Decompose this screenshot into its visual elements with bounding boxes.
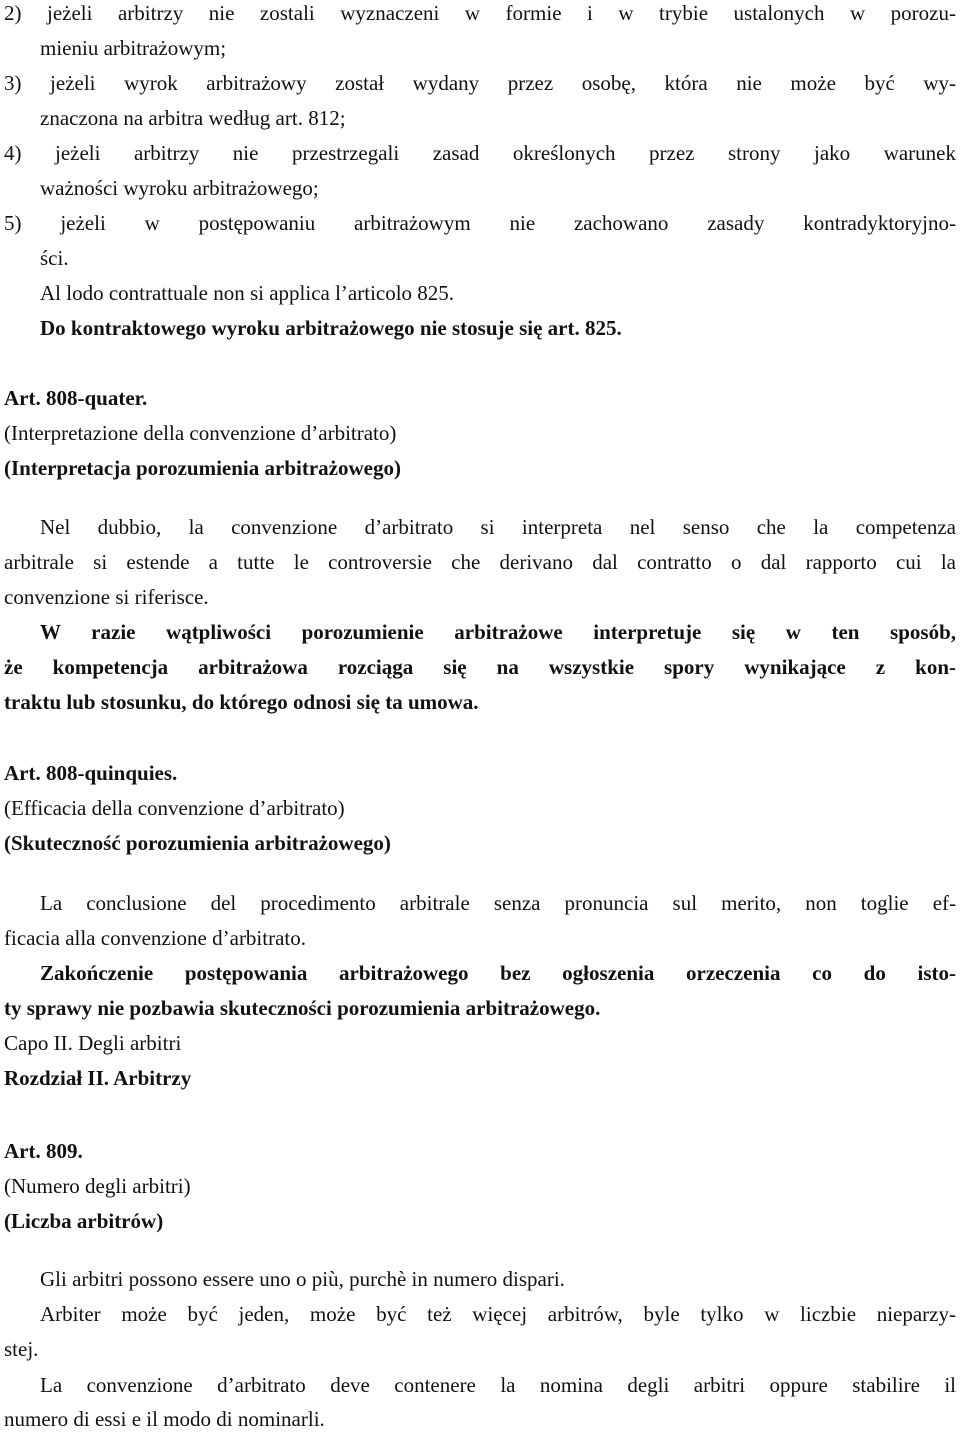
art808ter-tail-pl: Do kontraktowego wyroku arbitrażowego nie stosuje się art. 825. [40, 316, 622, 340]
list-item-4-line-1: 4) jeżeli arbitrzy nie przestrzegali zasad określonych przez strony jako warunek [4, 141, 956, 165]
article-title-it: (Interpretazione della convenzione d’arbitrato) [4, 421, 397, 445]
article-heading: Art. 809. [4, 1139, 83, 1163]
chapter-heading-pl: Rozdział II. Arbitrzy [4, 1066, 192, 1090]
paragraph-pl-line: W razie wątpliwości porozumienie arbitrażowe interpretuje się w ten sposób, [40, 620, 956, 644]
list-item-3-line-2: znaczona na arbitra według art. 812; [40, 106, 346, 130]
paragraph-it-line: arbitrale si estende a tutte le controversie che derivano dal contratto o dal rapporto cui la [4, 550, 956, 574]
paragraph-pl-line: że kompetencja arbitrażowa rozciąga się na wszystkie spory wynikające z kon- [4, 655, 956, 679]
article-title-it: (Efficacia della convenzione d’arbitrato) [4, 796, 345, 820]
article-title-pl: (Interpretacja porozumienia arbitrażowego) [4, 456, 401, 480]
article-title-it: (Numero degli arbitri) [4, 1174, 191, 1198]
list-item-4-line-2: ważności wyroku arbitrażowego; [40, 176, 319, 200]
paragraph-pl-line: stej. [4, 1337, 39, 1361]
article-heading: Art. 808-quinquies. [4, 761, 178, 785]
paragraph-it-line: Nel dubbio, la convenzione d’arbitrato si interpreta nel senso che la competenza [40, 515, 956, 539]
list-item-3-line-1: 3) jeżeli wyrok arbitrażowy został wydany przez osobę, która nie może być wy- [4, 71, 956, 95]
article-heading: Art. 808-quater. [4, 386, 148, 410]
article-title-pl: (Liczba arbitrów) [4, 1209, 164, 1233]
paragraph-pl-line: ty sprawy nie pozbawia skuteczności porozumienia arbitrażowego. [4, 996, 601, 1020]
paragraph-it-line: numero di essi e il modo di nominarli. [4, 1407, 325, 1431]
chapter-heading-it: Capo II. Degli arbitri [4, 1031, 182, 1055]
paragraph-it-line: ficacia alla convenzione d’arbitrato. [4, 926, 306, 950]
list-item-2-line-2: mieniu arbitrażowym; [40, 36, 227, 60]
paragraph-pl-line: traktu lub stosunku, do którego odnosi się ta umowa. [4, 690, 479, 714]
paragraph-pl-line: Zakończenie postępowania arbitrażowego bez ogłoszenia orzeczenia co do isto- [40, 961, 956, 985]
art808ter-tail-it: Al lodo contrattuale non si applica l’articolo 825. [40, 281, 455, 305]
paragraph-it-line: La conclusione del procedimento arbitrale senza pronuncia sul merito, non toglie ef- [40, 891, 956, 915]
paragraph-it-line: Gli arbitri possono essere uno o più, purchè in numero dispari. [40, 1267, 565, 1291]
list-item-5-line-1: 5) jeżeli w postępowaniu arbitrażowym nie zachowano zasady kontradyktoryjno- [4, 211, 956, 235]
paragraph-it-line: La convenzione d’arbitrato deve contenere la nomina degli arbitri oppure stabilire il [40, 1373, 956, 1397]
paragraph-pl-line: Arbiter może być jeden, może być też więcej arbitrów, byle tylko w liczbie nieparzy- [40, 1302, 956, 1326]
article-title-pl: (Skuteczność porozumienia arbitrażowego) [4, 831, 391, 855]
list-item-2-line-1: 2) jeżeli arbitrzy nie zostali wyznaczeni w formie i w trybie ustalonych w porozu- [4, 1, 956, 25]
list-item-5-line-2: ści. [40, 246, 69, 270]
paragraph-it-line: convenzione si riferisce. [4, 585, 209, 609]
